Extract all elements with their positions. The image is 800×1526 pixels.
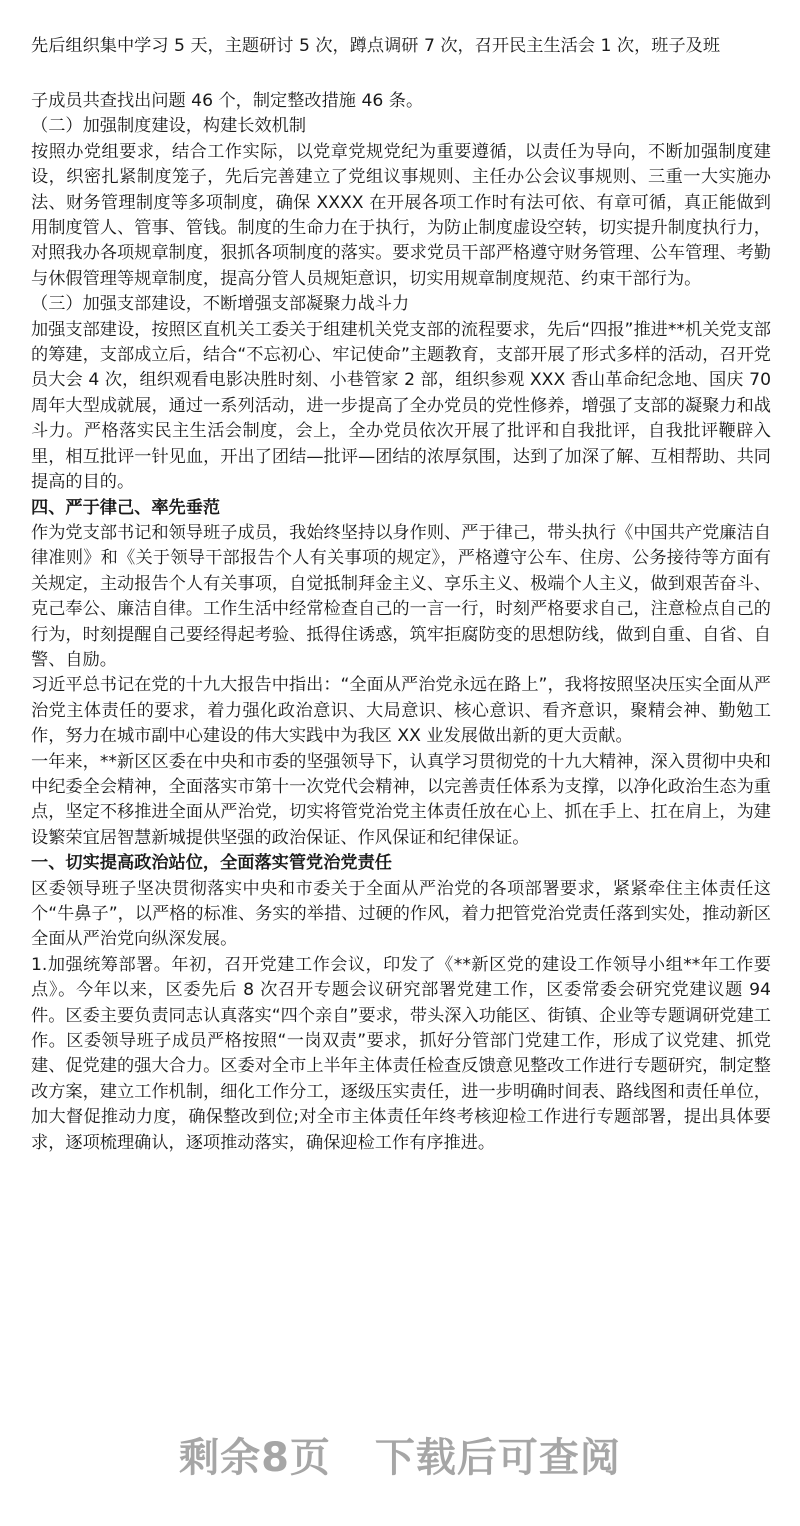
download-prompt[interactable] bbox=[0, 1426, 800, 1483]
cut-off-line bbox=[31, 0, 771, 16]
paragraph: 区委领导班子坚决贯彻落实中央和市委关于全面从严治党的各项部署要求，紧紧牵住主体责任这个“牛鼻子”，以严格的标准、务实的举措、过硬的作风，着力把管党治党责任落到实处，推动新区全面从严治党向纵深发展。 bbox=[31, 878, 771, 950]
section-heading: （三）加强支部建设，不断增强支部凝聚力战斗力 bbox=[31, 294, 410, 315]
top-line: 先后组织集中学习 5 天，主题研讨 5 次，蹲点调研 7 次，召开民主生活会 1 次，班子及班 bbox=[31, 36, 721, 56]
document-body bbox=[31, 89, 771, 1156]
paragraph: 子成员共查找出问题 46 个，制定整改措施 46 条。 bbox=[31, 91, 424, 111]
paragraph: 1.加强统筹部署。年初，召开党建工作会议，印发了《**新区党的建设工作领导小组**年工作要点》。今年以来，区委先后 8 次召开专题会议研究部署党建工作，区委常委会研究党建议题 94 件。区委主要负责同志认真落实“四个亲自”要求，带头深入功能区、街镇、企业等专题调研党建工作。区委领导班子成员严格按照“一岗双责”要求，抓好分管部门党建工作，形成了议党建、抓党建、促党建的强大合力。区委对全市上半年主体责任检查反馈意见整改工作进行专题研究，制定整改方案，建立工作机制，细化工作分工，逐级压实责任，进一步明确时间表、路线图和责任单位，加大督促推动力度，确保整改到位;对全市主体责任年终考核迎检工作进行专题部署，提出具体要求，逐项梳理确认，逐项推动落实，确保迎检工作有序推进。 bbox=[31, 954, 771, 1153]
section-heading: 四、严于律己、率先垂范 bbox=[31, 497, 221, 518]
remaining-pages-label: 剩余8页 bbox=[179, 1435, 331, 1481]
section-heading: （二）加强制度建设，构建长效机制 bbox=[31, 116, 307, 137]
paragraph: 一年来，**新区区委在中央和市委的坚强领导下，认真学习贯彻党的十九大精神，深入贯彻中央和中纪委全会精神，全面落实市第十一次党代会精神，以完善责任体系为支撑，以净化政治生态为重点，坚定不移推进全面从严治党，切实将管党治党主体责任放在心上、抓在手上、扛在肩上，为建设繁荣宜居智慧新城提供坚强的政治保证、作风保证和纪律保证。 bbox=[31, 751, 771, 848]
paragraph: 加强支部建设，按照区直机关工委关于组建机关党支部的流程要求，先后“四报”推进**机关党支部的筹建，支部成立后，结合“不忘初心、牢记使命”主题教育，支部开展了形式多样的活动，召开党员大会 4 次，组织观看电影决胜时刻、小巷管家 2 部，组织参观 XXX 香山革命纪念地、国庆 70 周年大型成就展，通过一系列活动，进一步提高了全办党员的党性修养，增强了支部的凝聚力和战斗力。严格落实民主生活会制度，会上，全办党员依次开展了批评和自我批评，自我批评鞭辟入里，相互批评一针见血，开出了团结—批评—团结的浓厚氛围，达到了加深了解、互相帮助、共同提高的目的。 bbox=[31, 319, 771, 493]
paragraph: 习近平总书记在党的十九大报告中指出：“全面从严治党永远在路上”，我将按照坚决压实全面从严治党主体责任的要求，着力强化政治意识、大局意识、核心意识、看齐意识，聚精会神、勤勉工作，努力在城市副中心建设的伟大实践中为我区 XX 业发展做出新的更大贡献。 bbox=[31, 675, 771, 747]
download-hint-label: 下载后可查阅 bbox=[374, 1435, 621, 1481]
section-heading: 一、切实提高政治站位，全面落实管党治党责任 bbox=[31, 853, 392, 874]
paragraph: 按照办党组要求，结合工作实际，以党章党规党纪为重要遵循，以责任为导向，不断加强制度建设，织密扎紧制度笼子，先后完善建立了党组议事规则、主任办公会议事规则、三重一大实施办法、财务管理制度等多项制度，确保 XXXX 在开展各项工作时有法可依、有章可循，真正能做到用制度管人、管事、管钱。制度的生命力在于执行，为防止制度虚设空转，切实提升制度执行力，对照我办各项规章制度，狠抓各项制度的落实。要求党员干部严格遵守财务管理、公车管理、考勤与休假管理等规章制度，提高分管人员规矩意识，切实用规章制度规范、约束干部行为。 bbox=[31, 141, 771, 289]
paragraph: 作为党支部书记和领导班子成员，我始终坚持以身作则、严于律己，带头执行《中国共产党廉洁自律准则》和《关于领导干部报告个人有关事项的规定》，严格遵守公车、住房、公务接待等方面有关规定，主动报告个人有关事项，自觉抵制拜金主义、享乐主义、极端个人主义，做到艰苦奋斗、克己奉公、廉洁自律。工作生活中经常检查自己的一言一行，时刻严格要求自己，注意检点自己的行为，时刻提醒自己要经得起考验、抵得住诱惑，筑牢拒腐防变的思想防线，做到自重、自省、自警、自励。 bbox=[31, 522, 771, 670]
